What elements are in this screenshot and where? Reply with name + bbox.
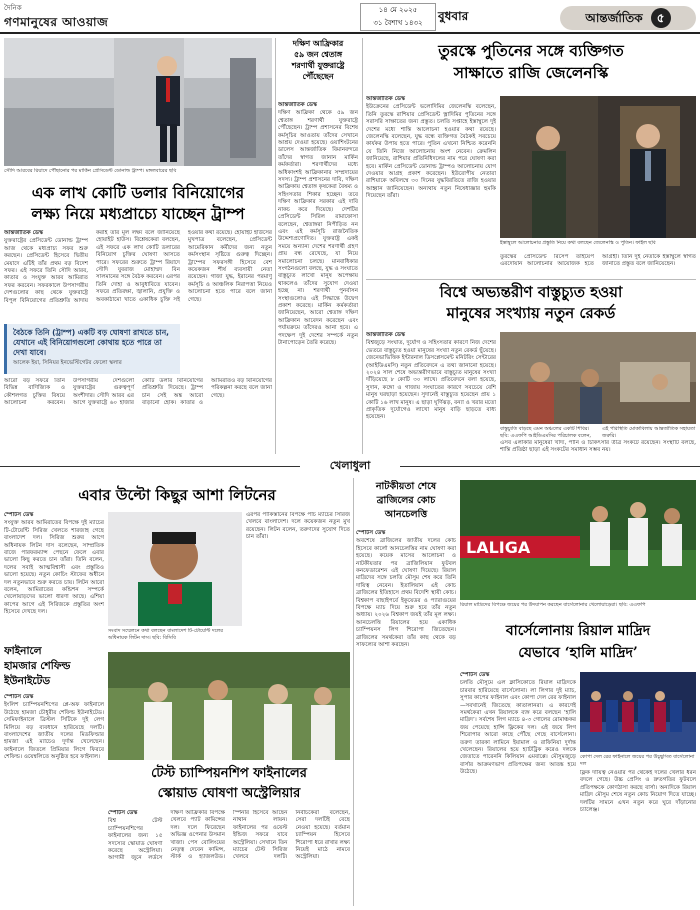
sports-section-bar xyxy=(0,458,700,474)
trump-photo-caption: সৌদি আরবের রিয়াদে পৌঁছানোর পর মার্কিন প্রেসিডেন্ট ডোনাল্ড ট্রাম্প। মঙ্গলবারের ছবি xyxy=(4,168,177,174)
liton-body: সংযুক্ত আরব আমিরাতের বিপক্ষে দুই ম্যাচের টি-টোয়েন্টি সিরিজ খেলতে শারজাহ গেছে বাংলাদেশ দল। সিরিজ শুরুর আগে অধিনায়ক লিটন দাস বলেছেন, সাম্প্রতিক বাজে পারফরম্যান্স পেছনে ফেলে এবার ভালো কিছু করতে চান তাঁরা। তিনি বলেন, দলের সবাই আত্মবিশ্বাসী এবং প্রস্তুতিও ভালো হয়েছে। নতুন কোচিং স্টাফের অধীনে দল নতুনভাবে শুরু করতে চায়। লিটন আরো বলেন, আমিরাতের কন্ডিশন সম্পর্কে খেলোয়াড়দের ভালো ধারণা আছে। এশিয়া কাপের আগে এই সিরিজকে প্রস্তুতির অংশ হিসেবে দেখছে দল। xyxy=(4,520,104,616)
test-headline-line2: স্কোয়াড ঘোষণা অস্ট্রেলিয়ার xyxy=(157,786,301,801)
logo-text: গণমানুষের আওয়াজ xyxy=(4,15,109,29)
displacement-caption1: বাস্তুচ্যুতি বাড়ছে এমন অঞ্চলের একটি শিবির। ছবি: এএফপি xyxy=(500,426,590,439)
trump-article-top xyxy=(4,230,272,322)
barca-article-left xyxy=(460,672,576,904)
barca-col4: অন্যদিকে রিয়াল মাদ্রিদ মৌসুম শেষে নতুন কোচ নিয়োগ দিতে যাচ্ছে। দলটির সামনে এখন নতুন করে ঘুরে দাঁড়ানোর চ্যালেঞ্জ। xyxy=(580,784,696,814)
refugees-headline-line1: দক্ষিণ আফ্রিকার xyxy=(292,39,344,48)
brazil-article xyxy=(356,530,456,904)
barca-team-photo xyxy=(580,672,696,752)
barcelona-celebration-photo xyxy=(460,480,696,600)
logo-small-text: দৈনিক xyxy=(4,4,22,12)
putin-below2: তিনি দুই নেতাকে ইস্তাম্বুলে স্বাগত জানাতে প্রস্তুত বলে জানিয়েছেন। xyxy=(602,254,696,268)
refugees-headline-line3: শরণার্থী যুক্তরাষ্ট্রে xyxy=(291,61,345,70)
test-squad-headline xyxy=(108,764,350,806)
hamza-headline-line3: ইউনাইটেড xyxy=(4,675,51,687)
test-squad-article xyxy=(108,810,350,904)
refugees-headline-line2: ৫৯ জন শ্বেতাঙ্গ xyxy=(293,50,343,59)
column-divider xyxy=(362,38,363,454)
masthead xyxy=(0,0,700,34)
section-divider xyxy=(366,279,696,280)
putin-headline xyxy=(366,40,696,90)
brazil-headline xyxy=(356,480,456,528)
column-divider xyxy=(353,478,354,906)
test-col2: দলে ফিরেছেন অভিজ্ঞ ওপেনার উসমান খাজা। পেস বোলিংয়ের নেতৃত্ব দেবেন কামিন্স, স্টার্ক ও হ্যাজলউড। স্পিনার হিসেবে আছেন নাথান লায়ন। xyxy=(170,810,288,861)
putin-headline-line2: সাক্ষাতে রাজি জেলেনস্কি xyxy=(453,63,609,82)
displacement-photo xyxy=(500,332,696,424)
brazil-headline-line3: আনচেলত্তি xyxy=(384,509,428,520)
putin-col1: ইউক্রেনের প্রেসিডেন্ট ভলোদিমির জেলেনস্কি বলেছেন, তিনি তুরস্কে রাশিয়ার প্রেসিডেন্ট ভ্লাদিমির পুতিনের সঙ্গে সরাসরি সাক্ষাতের জন্য প্রস্তুত। চলতি সপ্তাহে ইস্তাম্বুলে দুই দেশের মধ্যে শান্তি আলোচনা হওয়ার কথা রয়েছে। জেলেনস্কি বলেছেন, যুদ্ধ বন্ধে ব্যক্তিগত বৈঠকই সবচেয়ে কার্যকর উপায় হতে পারে। xyxy=(366,104,496,148)
test-col3: ফাইনালের পর ওয়েস্ট ইন্ডিজ সফরে যাবে অস্ট্রেলিয়া। সেখানে তিন ম্যাচের টেস্ট সিরিজ খেলবে দলটি। নির্বাচকেরা বলেছেন, সেরা দলটিই বেছে নেওয়া হয়েছে। xyxy=(233,810,350,861)
svg-text:LALIGA: LALIGA xyxy=(466,538,531,557)
barca-byline: স্পোর্টস ডেস্ক xyxy=(460,672,490,678)
putin-col2: পুতিন এখনো নিশ্চিত করেননি যে তিনি নিজে আলোচনায় অংশ নেবেন। ক্রেমলিন জানিয়েছে, রাশিয়ার প্রতিনিধিদলের নাম পরে ঘোষণা করা হবে। মার্কিন প্রেসিডেন্ট ডোনাল্ড ট্রাম্পও আলোচনায় যোগ দেওয়ার আগ্রহ প্রকাশ করেছেন। xyxy=(366,141,496,178)
pull-quote-text: বৈঠকে তিনি (ট্রাম্প) একটি বড় ঘোষণা রাখতে চান, যেখানে এই বিনিয়োগগুলো কোথায় হতে পারে তা দেখা যাবে। xyxy=(13,328,170,357)
displacement-article xyxy=(366,332,496,454)
brazil-body: অবশেষে ব্রাজিলের জাতীয় দলের কোচ হিসেবে কার্লো আনচেলত্তির নাম ঘোষণা করা হয়েছে। কয়েক মাসের আলোচনা ও নাটকীয়তার পর ব্রাজিলিয়ান ফুটবল কনফেডারেশন এই ঘোষণা দিয়েছে। রিয়াল মাদ্রিদের সঙ্গে চলতি মৌসুম শেষ করে তিনি দায়িত্ব নেবেন। ইতালিয়ান এই কোচ ব্রাজিলের ইতিহাসে প্রথম বিদেশি স্থায়ী কোচ। বিশ্বকাপ বাছাইপর্বে ইকুয়েডর ও প্যারাগুয়ের বিপক্ষে ম্যাচ দিয়ে শুরু হবে তাঁর নতুন অধ্যায়। ২০২৬ বিশ্বকাপ জয়ই তাঁর মূল লক্ষ্য। আনচেলত্তি রিয়ালের হয়ে একাধিক চ্যাম্পিয়নস লিগ শিরোপা জিতেছেন। ব্রাজিলের সমর্থকেরা তাঁর কাছ থেকে বড় সাফল্যের আশা করছেন। xyxy=(356,538,456,649)
test-headline-line1: টেস্ট চ্যাম্পিয়নশিপ ফাইনালের xyxy=(151,766,307,781)
barca-article-right xyxy=(580,770,696,904)
newspaper-logo xyxy=(4,2,108,34)
trump-byline: আন্তর্জাতিক ডেস্ক xyxy=(4,230,44,236)
liton-photo-caption: সংবাদ সম্মেলনে কথা বলছেন বাংলাদেশ টি-টোয়েন্টি দলের অধিনায়ক লিটন দাস। ছবি: বিসিবি xyxy=(108,628,224,641)
sports-section-label: খেলাধুলা xyxy=(300,458,400,474)
putin-zelensky-photo xyxy=(500,96,696,238)
date-box xyxy=(360,3,436,31)
trump-headline xyxy=(4,182,272,226)
trump-photo xyxy=(4,38,272,166)
hamza-article xyxy=(4,694,104,904)
date-english: ১৪ মে ২০২৫ xyxy=(378,6,418,14)
putin-article xyxy=(366,96,496,246)
trump-col3: ট্রাম্পের সফরসঙ্গী হিসেবে বেশ কয়েকজন শীর্ষ ব্যবসায়ী নেতা রয়েছেন। গাজা যুদ্ধ, ইরানের পরমাণু কর্মসূচি ও আঞ্চলিক নিরাপত্তা নিয়েও আলোচনা হতে পারে বলে জানা গেছে। xyxy=(188,259,272,303)
column-divider xyxy=(275,38,276,454)
putin-col3: ইউরোপীয় নেতারা রাশিয়াকে অবিলম্বে ৩০ দিনের যুদ্ধবিরতিতে রাজি হওয়ার আহ্বান জানিয়েছেন। অন্যথায় নতুন নিষেধাজ্ঞার হুমকি দিয়েছেন তাঁরা। xyxy=(366,171,496,200)
test-byline: স্পোর্টস ডেস্ক xyxy=(108,810,138,816)
hamza-headline-line2: হামজার শেফিল্ড xyxy=(4,660,71,672)
barca-photo-caption: কোপা দেল রের ফাইনালে জয়ের পর উচ্ছ্বসিত বার্সেলোনা দল xyxy=(580,754,695,767)
putin-below1: তুরস্কের প্রেসিডেন্ট রিসেপ তাইয়েপ এরদোয়ান আলোচনার আয়োজক হতে আগ্রহী। xyxy=(500,254,620,268)
refugees-byline: আন্তর্জাতিক ডেস্ক xyxy=(278,102,318,108)
test-col4: বর্তমান চ্যাম্পিয়ন হিসেবে শিরোপা ধরে রাখার লক্ষ্য নিয়েই মাঠে নামবে অস্ট্রেলিয়া। xyxy=(295,824,350,861)
putin-headline-line1: তুরস্কে পুতিনের সঙ্গে ব্যক্তিগত xyxy=(438,41,624,60)
liton-photo xyxy=(108,512,242,626)
barca-headline-line2: যেভাবে ‘হালি মাদ্রিদ’ xyxy=(518,645,638,661)
brazil-headline-line1: নাটকীয়তা শেষে xyxy=(375,481,437,492)
displacement-col1: বিশ্বজুড়ে সংঘাত, দুর্যোগ ও সহিংসতার কারণে নিজ দেশের ভেতরে বাস্তুচ্যুত হওয়া মানুষের সংখ্যা নতুন রেকর্ড ছুঁয়েছে। জেনেভাভিত্তিক ইন্টারনাল ডিসপ্লেসমেন্ট মনিটরিং সেন্টারের (আইডিএমসি) নতুন প্রতিবেদনে এ তথ্য জানানো হয়েছে। ২০২৪ সাল শেষে অভ্যন্তরীণভাবে বাস্তুচ্যুত মানুষের সংখ্যা দাঁড়িয়েছে ৮ কোটি ৩০ লাখে। xyxy=(366,340,496,384)
brazil-byline: স্পোর্টস ডেস্ক xyxy=(356,530,386,536)
barca-headline xyxy=(460,620,696,668)
displacement-col2: প্রতিবেদনে বলা হয়েছে, সুদান, কঙ্গো ও গাজায় সংঘাতের কারণে সবচেয়ে বেশি মানুষ ঘরছাড়া হয়েছেন। সুদানেই বাস্তুচ্যুত হয়েছেন প্রায় ১ কোটি ১৬ লাখ মানুষ। এ ছাড়া ঘূর্ণিঝড়, বন্যা ও খরার মতো প্রাকৃতিক দুর্যোগেও লাখো মানুষ বাড়ি ছাড়তে বাধ্য হয়েছেন। xyxy=(366,377,496,421)
displacement-byline: আন্তর্জাতিক ডেস্ক xyxy=(366,332,406,338)
liton-byline: স্পোর্টস ডেস্ক xyxy=(4,512,34,518)
putin-byline: আন্তর্জাতিক ডেস্ক xyxy=(366,96,406,102)
page-number: ৫ xyxy=(651,8,671,28)
displacement-headline-line1: বিশ্বে অভ্যন্তরীণ বাস্তুচ্যুত হওয়া xyxy=(439,283,623,301)
section-tab xyxy=(560,6,696,30)
barca-col3: ফ্লিক দায়িত্ব নেওয়ার পর থেকেই দলের খেলার ধরন বদলে গেছে। উচ্চ প্রেসিং ও দ্রুতগতির ফুটবলে প্রতিপক্ষকে কোণঠাসা করছে বার্সা। xyxy=(580,770,696,791)
hamza-headline xyxy=(4,644,104,692)
trump-col1: যুক্তরাষ্ট্রের প্রেসিডেন্ট ডোনাল্ড ট্রাম্প আজ থেকে মধ্যপ্রাচ্য সফর শুরু করছেন। প্রেসিডেন্ট হিসেবে দ্বিতীয় মেয়াদে এটিই তাঁর প্রথম বড় বিদেশ সফর। এই সফরে তিনি সৌদি আরব, কাতার ও সংযুক্ত আরব আমিরাত সফর করবেন। সফরকালে উপসাগরীয় দেশগুলোর কাছ থেকে যুক্তরাষ্ট্রে বিপুল বিনিয়োগের প্রতিশ্রুতি আদায় করাই তাঁর মূল লক্ষ্য বলে জানিয়েছে হোয়াইট হাউস। বিশ্লেষকেরা বলছেন, এই সফরে এক লাখ কোটি ডলারের বিনিয়োগ চুক্তির ঘোষণা আসতে পারে। xyxy=(4,230,180,304)
hamza-headline-line1: ফাইনালে xyxy=(4,645,42,657)
date-bengali: ৩১ বৈশাখ ১৪৩২ xyxy=(373,19,423,27)
barca-col2: এই জয়ে লিগ শিরোপার আরো কাছে পৌঁছে গেছে বার্সেলোনা। তরুণ তারকা লামিনে ইয়ামাল ও রাফিনিয়া দুর্দান্ত খেলেছেন। রিয়ালের হয়ে হ্যাটট্রিক করেও দলকে জেতাতে পারেননি কিলিয়ান এমবাপ্পে। মৌসুমজুড়ে বার্সার আক্রমণভাগ প্রতিপক্ষের জন্য আতঙ্ক হয়ে উঠেছে। xyxy=(460,724,576,776)
australia-test-photo xyxy=(108,652,350,760)
trump-headline-line2: লক্ষ্য নিয়ে মধ্যপ্রাচ্যে যাচ্ছেন ট্রাম্প xyxy=(31,204,245,223)
trump-headline-line1: এক লাখ কোটি ডলার বিনিয়োগের xyxy=(31,183,245,202)
hamza-body: ইংলিশ চ্যাম্পিয়নশিপের প্লে-অফ ফাইনালে উঠেছে হামজা চৌধুরীর শেফিল্ড ইউনাইটেড। সেমিফাইনালে ব্রিস্টল সিটিকে দুই লেগ মিলিয়ে বড় ব্যবধানে হারিয়েছে দলটি। বাংলাদেশের জাতীয় দলের মিডফিল্ডার হামজা এই ম্যাচেও দুর্দান্ত খেলেছেন। ফাইনালে জিতলে প্রিমিয়ার লিগে ফিরবে শেফিল্ড। ওয়েম্বলিতে অনুষ্ঠিত হবে ফাইনাল। xyxy=(4,702,104,761)
displacement-photo-caption xyxy=(500,426,696,440)
displacement-caption2: আইডিএমসির পরিচালক বলেন, এই পরিস্থিতি মোকাবিলায় আন্তর্জাতিক সহায়তা জরুরি। xyxy=(528,426,696,439)
putin-photo-caption: ইস্তাম্বুলে আলোচনার প্রস্তুতি নিয়ে কথা বলছেন জেলেনস্কি ও পুতিন। ফাইল ছবি xyxy=(500,240,656,246)
putin-article-bottom xyxy=(500,254,696,276)
liton-article xyxy=(4,512,104,640)
displacement-headline-line2: মানুষের সংখ্যায় নতুন রেকর্ড xyxy=(446,304,616,322)
barca-col1: চলতি মৌসুমে এল ক্লাসিকোতে রিয়াল মাদ্রিদকে চারবার হারিয়েছে বার্সেলোনা। লা লিগার দুই ম্যাচ, সুপার কাপের ফাইনাল এবং কোপা দেল রের ফাইনাল—সবখানেই জিতেছে কাতালানরা। এ কারণেই সমর্থকেরা এখন রিয়ালকে ব্যঙ্গ করে বলছেন ‘হালি মাদ্রিদ’। সর্বশেষ লিগ ম্যাচে ৪-৩ গোলের রোমাঞ্চকর জয় পেয়েছে হান্সি ফ্লিকের দল। xyxy=(460,680,576,731)
trump-article-bottom: আরো বড় সফরে তিনি বিভিন্ন বাণিজ্যিক ও কৌশলগত চুক্তির বিষয়ে আলোচনা করবেন। উপসাগরীয় দেশগুলো যুক্তরাষ্ট্রের গুরুত্বপূর্ণ অংশীদার। সৌদি আরব এর আগে যুক্তরাষ্ট্রে ৬০ হাজার কোটি ডলার বিনিয়োগের প্রতিশ্রুতি দিয়েছে। ট্রাম্প চান সেই অঙ্ক আরো বাড়ানো হোক। কাতার ও আমিরাতও বড় বিনিয়োগের পরিকল্পনা করছে বলে জানা গেছে। xyxy=(4,378,272,407)
refugees-headline-line4: পৌঁছেছেন xyxy=(302,72,334,81)
refugees-headline xyxy=(278,38,358,100)
test-col1: বিশ্ব টেস্ট চ্যাম্পিয়নশিপের ফাইনালের জন্য ১৫ সদস্যের স্কোয়াড ঘোষণা করেছে অস্ট্রেলিয়া। আগামী জুনে লর্ডসে দক্ষিণ আফ্রিকার বিপক্ষে খেলবে প্যাট কামিন্সের দল। xyxy=(108,810,225,862)
refugees-article xyxy=(278,102,358,454)
section-name: আন্তর্জাতিক xyxy=(585,11,643,25)
pull-quote-attribution: আলেক ইয়া, সিনিয়র ইনভেস্টিগেটর ফেলো স্কলার xyxy=(13,360,122,366)
trump-pull-quote xyxy=(4,324,180,374)
liton-article-right: এরপর পাকিস্তানের বিপক্ষে পাঁচ ম্যাচের সিরিজ খেলবে বাংলাদেশ। দলে কয়েকজন নতুন মুখ রয়েছেন। লিটন বলেন, তরুণদের সুযোগ দিতে চান তাঁরা। xyxy=(246,512,350,541)
liton-headline: এবার উল্টো কিছুর আশা লিটনের xyxy=(78,486,276,504)
day-name: বুধবার xyxy=(438,9,469,23)
displacement-article-end: এসব এলাকার মানুষেরা খাদ্য, পানি ও চিকিৎসার তীব্র সংকটে রয়েছেন। সংস্থাটি বলছে, শান্তি প্রতিষ্ঠা ছাড়া এই সংকটের সমাধান সম্ভব নয়। xyxy=(500,440,696,454)
barca-top-photo-caption: রিয়াল মাদ্রিদের বিপক্ষে জয়ের পর উদযাপন করছেন বার্সেলোনার খেলোয়াড়েরা। ছবি: এএফপি xyxy=(460,602,646,608)
trump-col2: সফরের শুরুতে ট্রাম্প রিয়াদে সৌদি যুবরাজ মোহাম্মদ বিন সালমানের সঙ্গে বৈঠক করবেন। এরপর তিনি দোহা ও আবুধাবিতে যাবেন। সফরে প্রতিরক্ষা, জ্বালানি, প্রযুক্তি ও অবকাঠামো খাতে একাধিক চুক্তি সই হওয়ার কথা রয়েছে। হোয়াইট হাউসের মুখপাত্র বলেছেন, প্রেসিডেন্ট আমেরিকান কর্মীদের জন্য নতুন কর্মসংস্থান সৃষ্টিতে গুরুত্ব দিচ্ছেন। xyxy=(96,230,272,303)
barca-headline-line1: বার্সেলোনায় রিয়াল মাদ্রিদ xyxy=(505,623,651,639)
displacement-headline xyxy=(366,282,696,328)
hamza-byline: স্পোর্টস ডেস্ক xyxy=(4,694,34,700)
refugees-body: দক্ষিণ আফ্রিকা থেকে ৫৯ জন শ্বেতাঙ্গ শরণার্থী যুক্তরাষ্ট্রে পৌঁছেছেন। ট্রাম্প প্রশাসনের বিশেষ কর্মসূচির আওতায় তাঁদের সেখানে আশ্রয় দেওয়া হয়েছে। ওয়াশিংটনের ডালেস আন্তর্জাতিক বিমানবন্দরে তাঁদের স্বাগত জানান মার্কিন কর্মকর্তারা। শরণার্থীদের মধ্যে অধিকাংশই আফ্রিকানার সম্প্রদায়ের সদস্য। ট্রাম্প প্রশাসনের দাবি, দক্ষিণ আফ্রিকায় শ্বেতাঙ্গ কৃষকেরা বৈষম্য ও সহিংসতার শিকার হচ্ছেন। তবে দক্ষিণ আফ্রিকার সরকার এই দাবি নাকচ করে দিয়েছে। দেশটির প্রেসিডেন্ট সিরিল রামাফোসা বলেছেন, শ্বেতাঙ্গরা নিপীড়িত নন এবং এই কর্মসূচি রাজনৈতিক উদ্দেশ্যপ্রণোদিত। যুক্তরাষ্ট্র একই সময়ে অন্যান্য দেশের শরণার্থী গ্রহণ প্রায় বন্ধ রেখেছে, যা নিয়ে সমালোচনা চলছে। মানবাধিকার সংগঠনগুলো বলছে, যুদ্ধ ও সংঘাতে বাস্তুচ্যুত লাখো মানুষ অপেক্ষায় থাকলেও তাঁদের সুযোগ দেওয়া হচ্ছে না। শরণার্থী পুনর্বাসন সংস্থাগুলোও এই সিদ্ধান্তে উদ্বেগ প্রকাশ করেছে। মার্কিন কর্মকর্তারা জানিয়েছেন, আরো শ্বেতাঙ্গ দক্ষিণ আফ্রিকান আবেদন করেছেন এবং পর্যায়ক্রমে তাঁদেরও আনা হবে। এ পদক্ষেপ দুই দেশের সম্পর্কে নতুন টানাপোড়েন তৈরি করেছে। xyxy=(278,110,358,346)
brazil-headline-line2: ব্রাজিলের কোচ xyxy=(376,495,436,506)
